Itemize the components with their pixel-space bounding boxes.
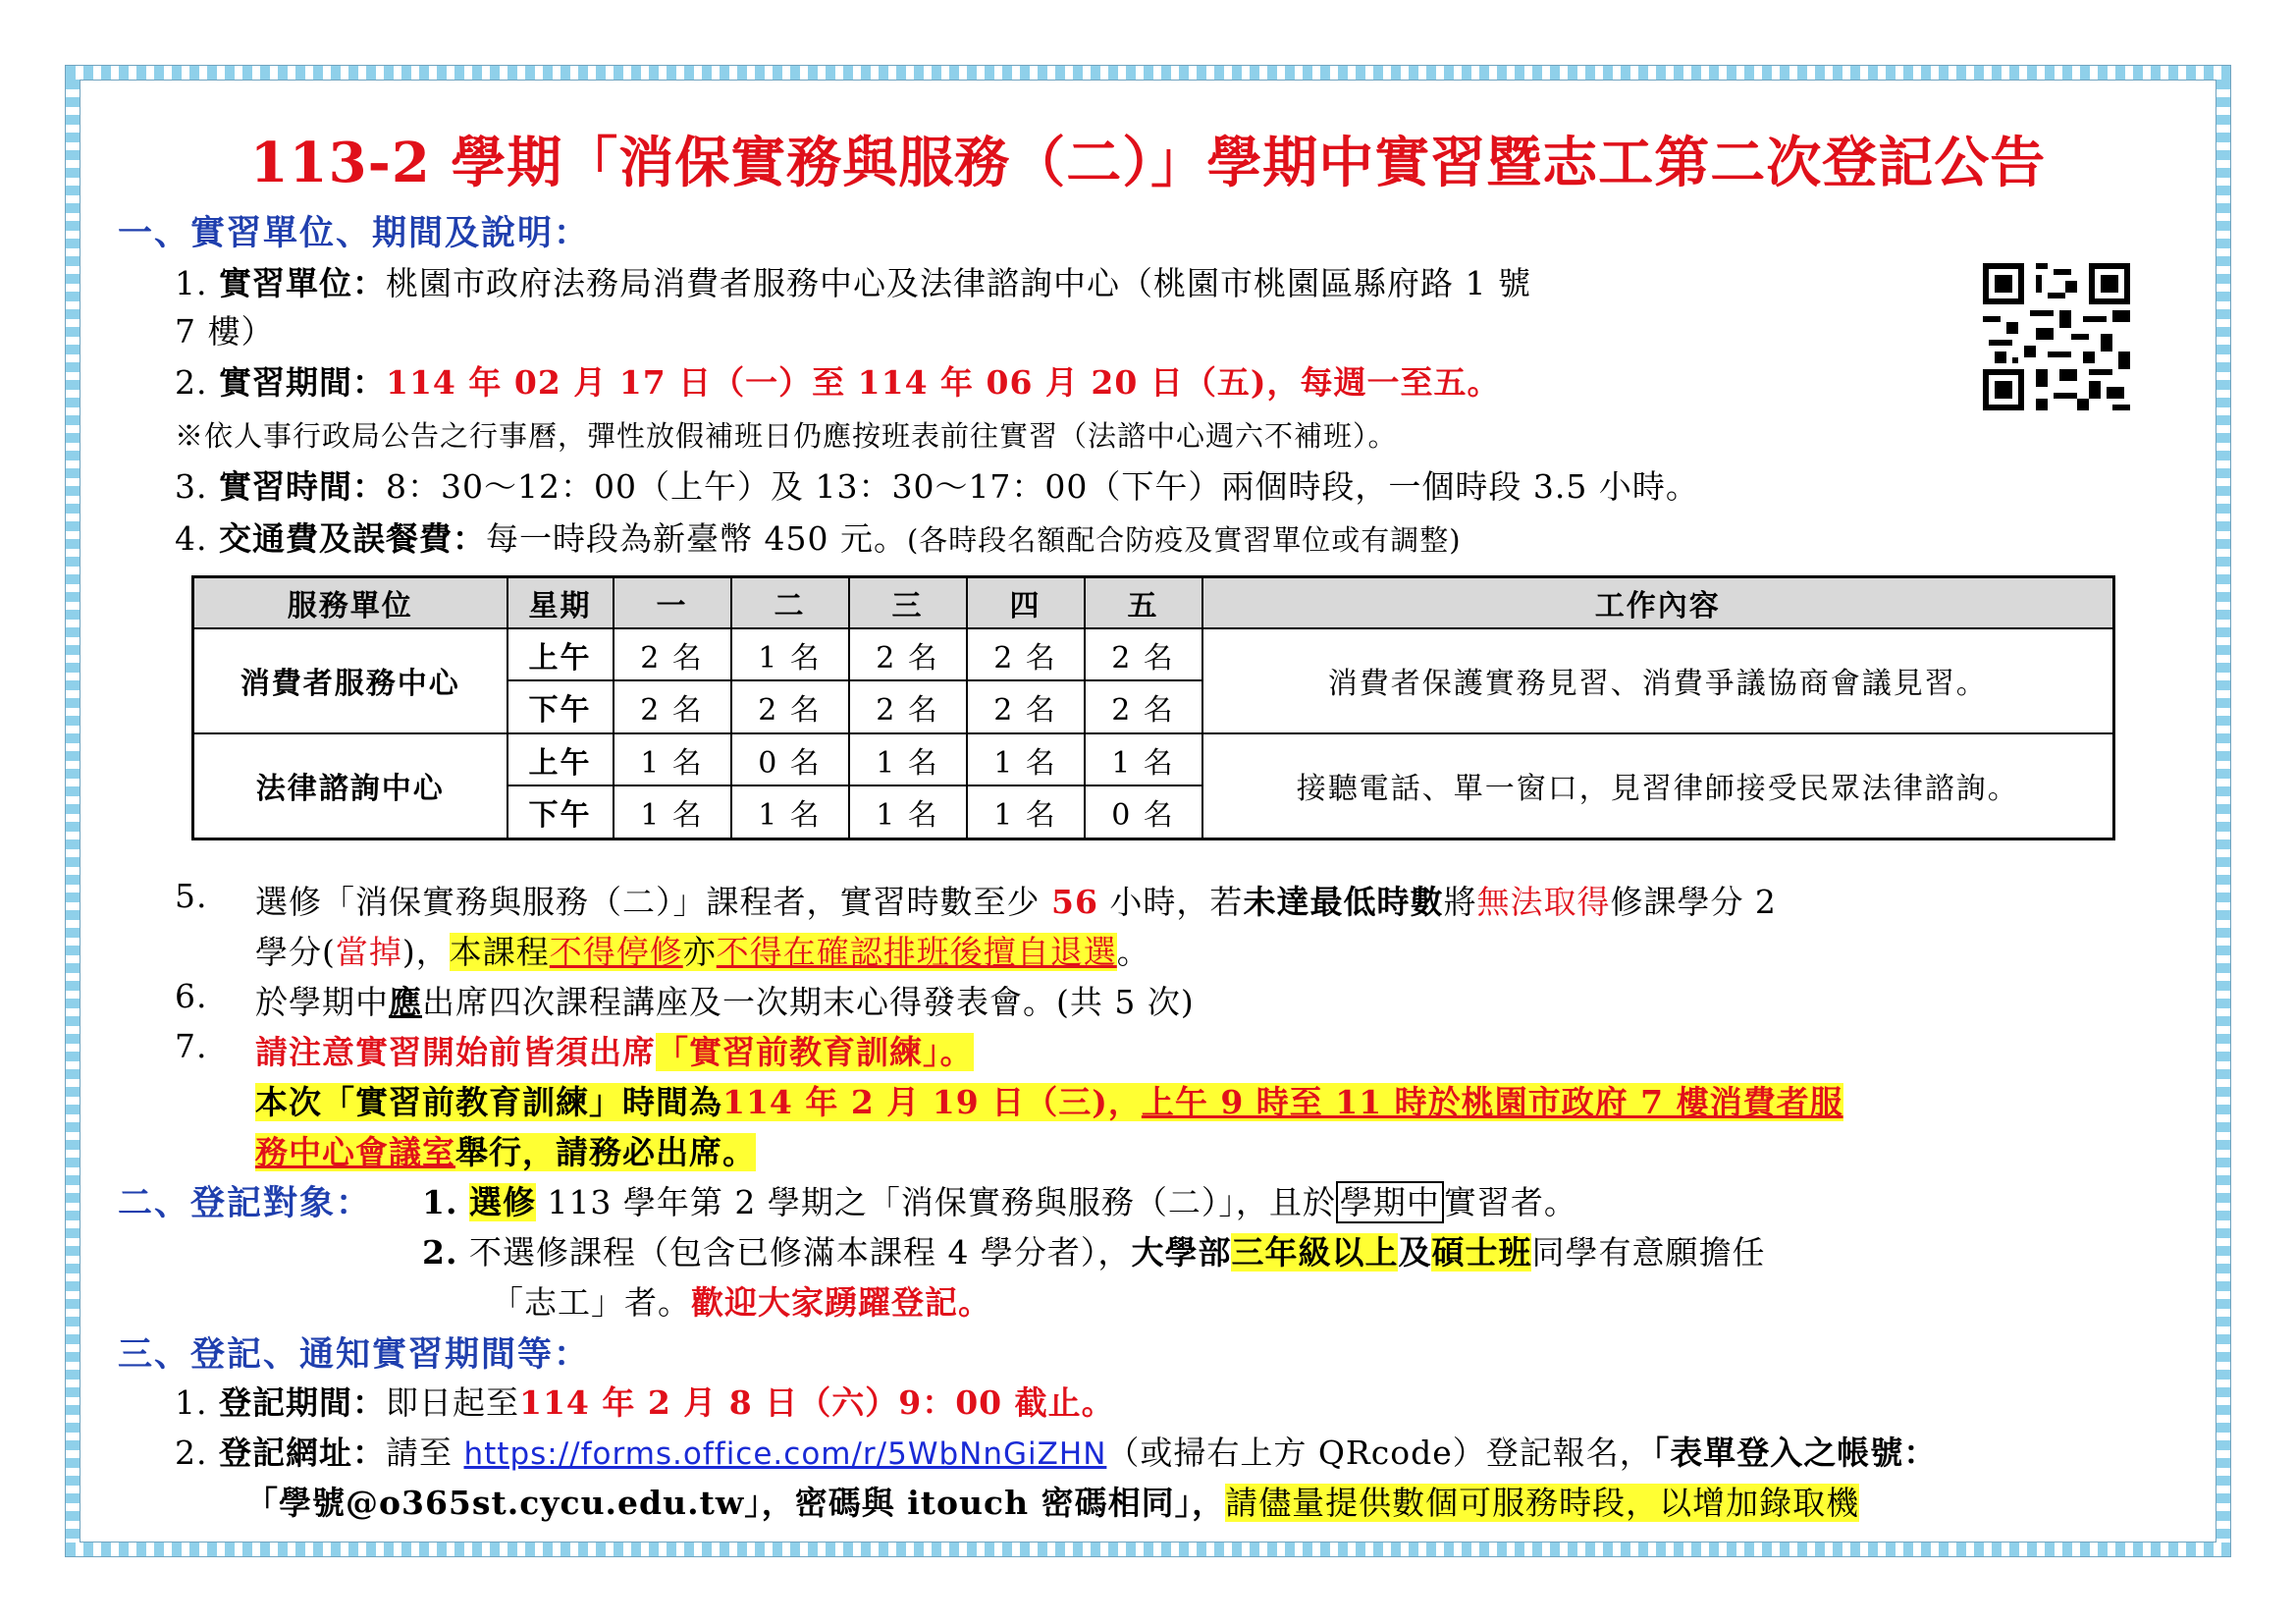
count-cell: 0 名 xyxy=(731,733,849,785)
target-2-line-b: 「志工」者。歡迎大家踴躍登記。 xyxy=(491,1283,991,1322)
item-3-line: 3. 實習時間：8：30～12：00（上午）及 13：30～17：00（下午）兩個時段，一個時段 3.5 小時。 xyxy=(175,467,1699,506)
desc-cell: 消費者保護實務見習、消費爭議協商會議見習。 xyxy=(1202,628,2114,733)
period-cell: 下午 xyxy=(507,785,614,839)
count-cell: 2 名 xyxy=(731,680,849,732)
registration-link[interactable]: https://forms.office.com/r/5WbNnGiZHN xyxy=(463,1436,1107,1472)
table-row xyxy=(193,628,2114,680)
item-2-line: 2. 實習期間：114 年 02 月 17 日（一）至 114 年 06 月 20 日（五)，每週一至五。 xyxy=(175,363,1501,402)
header-cell: 五 xyxy=(1085,577,1202,629)
count-cell: 2 名 xyxy=(1085,628,1202,680)
period-cell: 上午 xyxy=(507,733,614,785)
count-cell: 2 名 xyxy=(967,680,1085,732)
item-7-num: 7. xyxy=(175,1027,208,1065)
count-cell: 1 名 xyxy=(614,785,731,839)
item-7-line-a: 請注意實習開始前皆須出席「實習前教育訓練」。 xyxy=(255,1033,974,1071)
count-cell: 1 名 xyxy=(731,785,849,839)
item-5-line-a: 選修「消保實務與服務（二）」課程者，實習時數至少 56 小時，若未達最低時數將無法取得修課學分 2 xyxy=(255,883,1777,921)
item-4-line: 4. 交通費及誤餐費：每一時段為新臺幣 450 元。(各時段名額配合防疫及實習單位或有調整) xyxy=(175,519,1462,558)
registration-url-line: 2. 登記網址：請至 https://forms.office.com/r/5WbNnGiZHN（或掃右上方 QRcode）登記報名，「表單登入之帳號： xyxy=(175,1434,1938,1472)
unit-cell: 法律諮詢中心 xyxy=(193,733,507,839)
header-cell: 三 xyxy=(849,577,967,629)
desc-cell: 接聽電話、單一窗口，見習律師接受民眾法律諮詢。 xyxy=(1202,733,2114,839)
schedule-table xyxy=(191,575,2115,840)
count-cell: 2 名 xyxy=(614,628,731,680)
header-cell: 二 xyxy=(731,577,849,629)
count-cell: 1 名 xyxy=(849,785,967,839)
registration-account-line: 「學號@o365st.cycu.edu.tw」，密碼與 itouch 密碼相同」，請儘量提供數個可服務時段，以增加錄取機 xyxy=(245,1484,1860,1522)
unit-cell: 消費者服務中心 xyxy=(193,628,507,733)
count-cell: 2 名 xyxy=(614,680,731,732)
period-cell: 下午 xyxy=(507,680,614,732)
header-cell: 一 xyxy=(614,577,731,629)
target-1-line: 1. 選修 113 學年第 2 學期之「消保實務與服務（二）」，且於 學期中 實習者。 xyxy=(422,1183,1577,1221)
table-header-row xyxy=(193,577,2114,629)
count-cell: 1 名 xyxy=(849,733,967,785)
count-cell: 2 名 xyxy=(849,680,967,732)
table-row xyxy=(193,733,2114,785)
header-cell: 工作內容 xyxy=(1202,577,2114,629)
item-7-line-c: 務中心會議室舉行，請務必出席。 xyxy=(255,1133,756,1171)
header-cell: 服務單位 xyxy=(193,577,507,629)
count-cell: 2 名 xyxy=(967,628,1085,680)
count-cell: 1 名 xyxy=(731,628,849,680)
period-cell: 上午 xyxy=(507,628,614,680)
qr-code[interactable] xyxy=(1983,263,2130,410)
item-1-line-a: 1. 實習單位：桃園市政府法務局消費者服務中心及法律諮詢中心（桃園市桃園區縣府路 1 號 xyxy=(175,264,1531,302)
item-7-line-b: 本次「實習前教育訓練」時間為114 年 2 月 19 日（三)，上午 9 時至 11 時於桃園市政府 7 樓消費者服 xyxy=(255,1083,1843,1121)
count-cell: 0 名 xyxy=(1085,785,1202,839)
calendar-note: ※依人事行政局公告之行事曆，彈性放假補班日仍應按班表前往實習（法諮中心週六不補班）。 xyxy=(175,419,1398,453)
section-heading-2: 二、登記對象： xyxy=(118,1183,373,1223)
item-1-line-b: 7 樓） xyxy=(175,312,275,351)
section-heading-1: 一、實習單位、期間及說明： xyxy=(118,213,591,253)
count-cell: 1 名 xyxy=(967,733,1085,785)
count-cell: 1 名 xyxy=(967,785,1085,839)
item-6-line: 於學期中應出席四次課程講座及一次期末心得發表會。(共 5 次) xyxy=(255,983,1195,1021)
target-2-line-a: 2. 不選修課程（包含已修滿本課程 4 學分者），大學部三年級以上及碩士班同學有意願擔任 xyxy=(422,1233,1766,1272)
item-5-num: 5. xyxy=(175,877,208,915)
item-6-num: 6. xyxy=(175,977,208,1015)
registration-period-line: 1. 登記期間：即日起至114 年 2 月 8 日（六）9：00 截止。 xyxy=(175,1383,1115,1422)
count-cell: 1 名 xyxy=(1085,733,1202,785)
header-cell: 四 xyxy=(967,577,1085,629)
count-cell: 1 名 xyxy=(614,733,731,785)
count-cell: 2 名 xyxy=(849,628,967,680)
item-5-line-b: 學分(當掉)，本課程不得停修亦不得在確認排班後擅自退選。 xyxy=(255,933,1150,971)
page-title: 113-2 學期「消保實務與服務（二）」學期中實習暨志工第二次登記公告 xyxy=(249,131,2047,195)
count-cell: 2 名 xyxy=(1085,680,1202,732)
header-cell: 星期 xyxy=(507,577,614,629)
section-heading-3: 三、登記、通知實習期間等： xyxy=(118,1334,591,1375)
